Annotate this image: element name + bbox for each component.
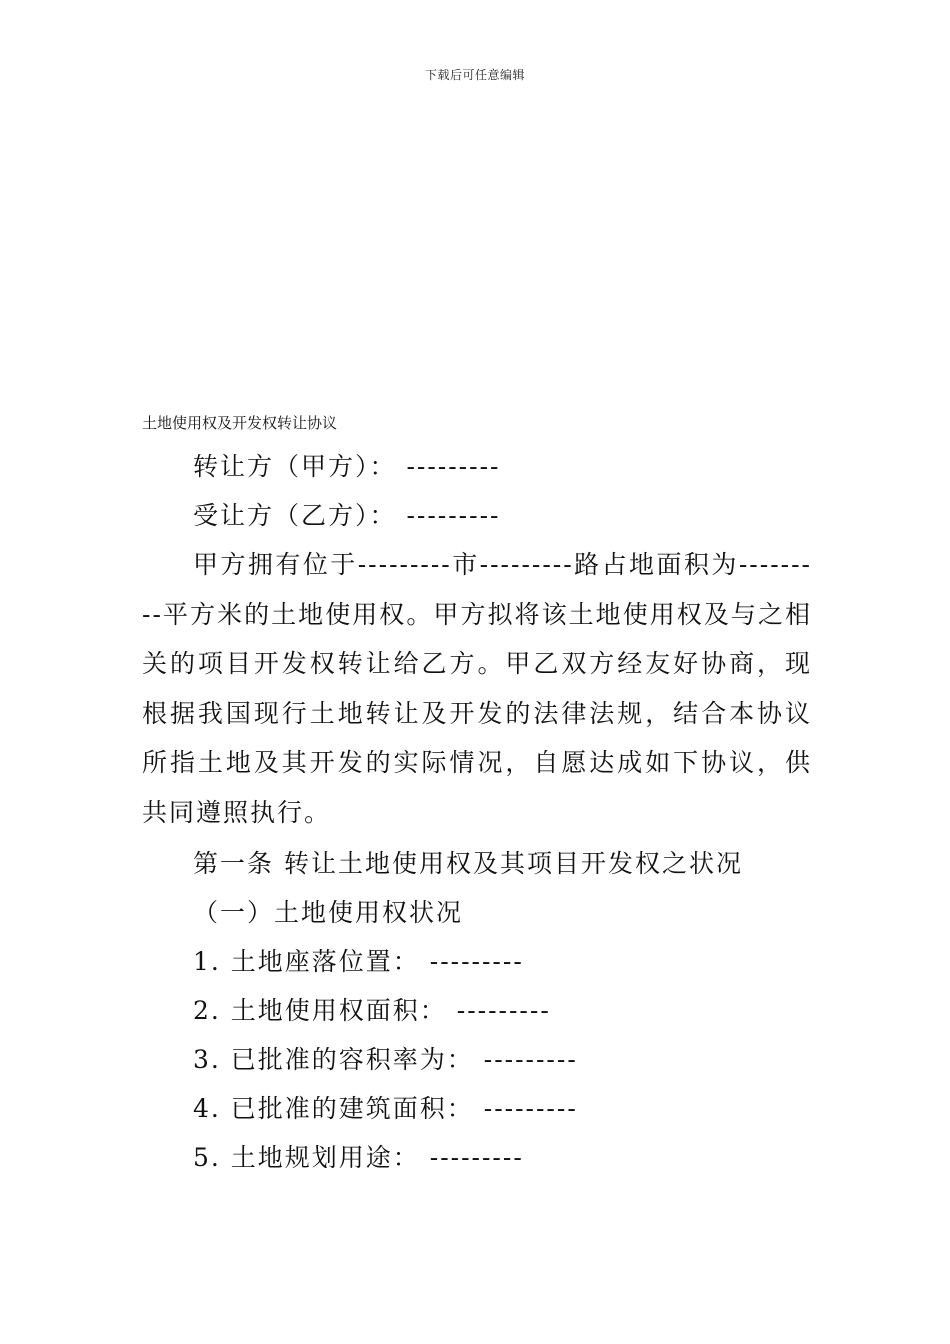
list-item: 4. 已批准的建筑面积： --------- xyxy=(193,1094,578,1123)
list-item: 3. 已批准的容积率为： --------- xyxy=(193,1045,578,1074)
intro-paragraph: 甲方拥有位于---------市---------路占地面积为---------平方米的土地使用权。甲方拟将该土地使用权及与之相关的项目开发权转让给乙方。甲乙双方经友好协商，现根据我国现行土地转让及开发的法律法规，结合本协议所指土地及其开发的实际情况，自愿达成如下协议，供共同遵照执行。 xyxy=(142,550,812,827)
article-heading: 第一条 转让土地使用权及其项目开发权之状况 xyxy=(193,849,743,878)
document-body xyxy=(142,442,812,1182)
transferor-line: 转让方（甲方）： --------- xyxy=(193,452,501,481)
transferee-line: 受让方（乙方）： --------- xyxy=(193,501,501,530)
list-item: 1. 土地座落位置： --------- xyxy=(193,947,524,976)
section-heading: （一）土地使用权状况 xyxy=(193,898,464,927)
header-note: 下载后可任意编辑 xyxy=(424,68,525,82)
list-item: 5. 土地规划用途： --------- xyxy=(193,1143,524,1172)
list-item: 2. 土地使用权面积： --------- xyxy=(193,996,551,1025)
document-title: 土地使用权及开发权转让协议 xyxy=(142,414,338,432)
